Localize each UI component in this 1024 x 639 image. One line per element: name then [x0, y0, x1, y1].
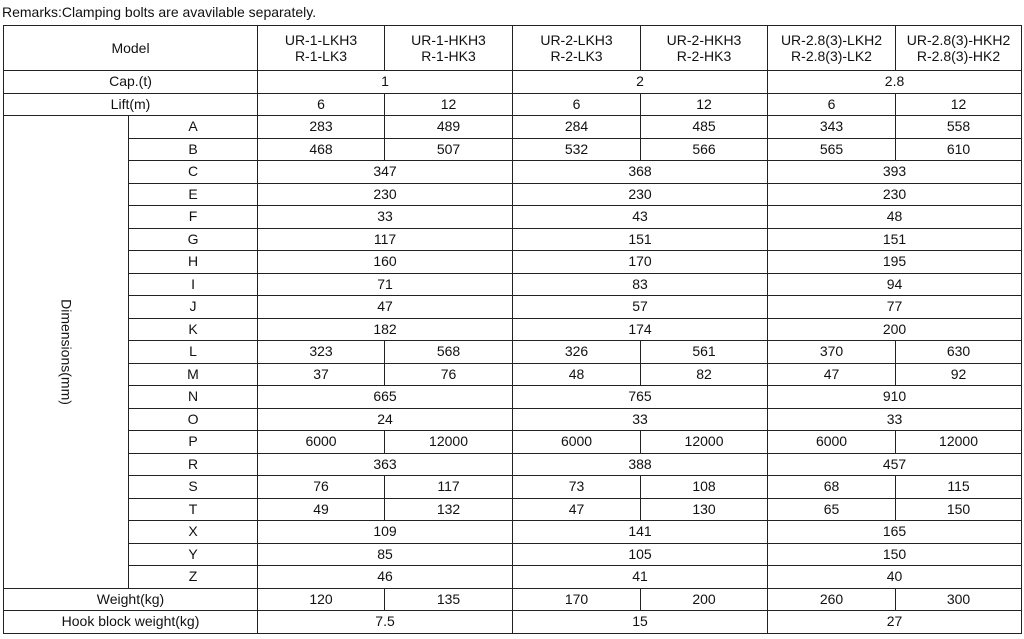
dimension-value: 47	[258, 296, 513, 319]
dimensions-label-text: Dimensions(mm)	[58, 298, 75, 405]
dimension-value: 71	[258, 273, 513, 296]
dimension-value: 94	[768, 273, 1022, 296]
dimension-value: 489	[385, 116, 513, 139]
dimension-value: 47	[513, 498, 641, 521]
dimension-key: M	[129, 363, 258, 386]
dimension-value: 230	[768, 183, 1022, 206]
lift-value: 6	[513, 93, 641, 116]
dimension-value: 284	[513, 116, 641, 139]
dimension-row-z	[4, 566, 1022, 589]
dimension-value: 566	[641, 138, 768, 161]
dimension-value: 73	[513, 476, 641, 499]
dimension-value: 85	[258, 543, 513, 566]
model-row	[4, 26, 1022, 71]
lift-label: Lift(m)	[4, 93, 258, 116]
capacity-value: 2.8	[768, 71, 1022, 94]
dimension-value: 368	[513, 161, 768, 184]
dimension-value: 558	[896, 116, 1022, 139]
dimension-value: 65	[768, 498, 896, 521]
dimension-key: Y	[129, 543, 258, 566]
dimension-value: 160	[258, 251, 513, 274]
dimension-value: 150	[768, 543, 1022, 566]
dimension-value: 485	[641, 116, 768, 139]
dimension-value: 561	[641, 341, 768, 364]
dimension-value: 68	[768, 476, 896, 499]
dimension-value: 363	[258, 453, 513, 476]
weight-value: 120	[258, 588, 385, 611]
lift-value: 6	[258, 93, 385, 116]
dimension-value: 468	[258, 138, 385, 161]
dimension-value: 41	[513, 566, 768, 589]
dimension-value: 83	[513, 273, 768, 296]
model-name: UR-2.8(3)-HKH2 R-2.8(3)-HK2	[896, 26, 1022, 71]
dimension-value: 565	[768, 138, 896, 161]
dimension-value: 37	[258, 363, 385, 386]
dimension-value: 370	[768, 341, 896, 364]
dimension-row-x	[4, 521, 1022, 544]
dimension-value: 507	[385, 138, 513, 161]
dimension-value: 47	[768, 363, 896, 386]
dimension-row-i	[4, 273, 1022, 296]
dimension-value: 630	[896, 341, 1022, 364]
weight-value: 200	[641, 588, 768, 611]
dimension-value: 57	[513, 296, 768, 319]
dimension-value: 150	[896, 498, 1022, 521]
dimension-value: 109	[258, 521, 513, 544]
hook-weight-row	[4, 611, 1022, 634]
dimension-row-t	[4, 498, 1022, 521]
capacity-label: Cap.(t)	[4, 71, 258, 94]
dimension-value: 457	[768, 453, 1022, 476]
dimension-key: H	[129, 251, 258, 274]
dimension-value: 910	[768, 386, 1022, 409]
weight-row	[4, 588, 1022, 611]
dimension-key: N	[129, 386, 258, 409]
capacity-value: 1	[258, 71, 513, 94]
dimension-value: 393	[768, 161, 1022, 184]
dimension-key: G	[129, 228, 258, 251]
model-name: UR-2.8(3)-LKH2 R-2.8(3)-LK2	[768, 26, 896, 71]
dimension-value: 568	[385, 341, 513, 364]
dimension-row-y	[4, 543, 1022, 566]
lift-value: 12	[896, 93, 1022, 116]
dimension-key: K	[129, 318, 258, 341]
dimension-key: O	[129, 408, 258, 431]
dimension-row-a	[4, 116, 1022, 139]
dimension-value: 170	[513, 251, 768, 274]
remarks-text: Remarks:Clamping bolts are avavilable separately.	[2, 4, 317, 20]
dimension-value: 40	[768, 566, 1022, 589]
dimension-value: 12000	[641, 431, 768, 454]
dimension-value: 33	[768, 408, 1022, 431]
dimension-value: 151	[768, 228, 1022, 251]
dimension-row-m	[4, 363, 1022, 386]
dimension-value: 283	[258, 116, 385, 139]
weight-value: 300	[896, 588, 1022, 611]
dimension-value: 92	[896, 363, 1022, 386]
model-name: UR-1-HKH3 R-1-HK3	[385, 26, 513, 71]
dimension-row-p	[4, 431, 1022, 454]
dimension-value: 76	[385, 363, 513, 386]
dimension-value: 132	[385, 498, 513, 521]
dimension-value: 105	[513, 543, 768, 566]
dimension-key: A	[129, 116, 258, 139]
dimension-row-e	[4, 183, 1022, 206]
dimension-value: 195	[768, 251, 1022, 274]
model-label: Model	[4, 26, 258, 71]
model-name: UR-1-LKH3 R-1-LK3	[258, 26, 385, 71]
lift-value: 12	[641, 93, 768, 116]
dimension-key: L	[129, 341, 258, 364]
dimension-value: 48	[768, 206, 1022, 229]
dimension-value: 230	[258, 183, 513, 206]
dimension-value: 610	[896, 138, 1022, 161]
dimension-key: C	[129, 161, 258, 184]
weight-label: Weight(kg)	[4, 588, 258, 611]
hook-weight-value: 15	[513, 611, 768, 634]
dimension-value: 230	[513, 183, 768, 206]
dimension-value: 82	[641, 363, 768, 386]
dimension-value: 76	[258, 476, 385, 499]
dimension-value: 165	[768, 521, 1022, 544]
dimension-key: P	[129, 431, 258, 454]
dimension-value: 49	[258, 498, 385, 521]
dimension-value: 6000	[513, 431, 641, 454]
dimension-key: E	[129, 183, 258, 206]
hook-weight-value: 27	[768, 611, 1022, 634]
dimension-value: 174	[513, 318, 768, 341]
dimension-row-r	[4, 453, 1022, 476]
dimension-key: T	[129, 498, 258, 521]
dimension-value: 532	[513, 138, 641, 161]
lift-value: 6	[768, 93, 896, 116]
dimension-value: 108	[641, 476, 768, 499]
dimension-key: X	[129, 521, 258, 544]
dimension-value: 117	[385, 476, 513, 499]
dimension-value: 130	[641, 498, 768, 521]
specification-table	[3, 25, 1022, 634]
weight-value: 135	[385, 588, 513, 611]
dimension-row-o	[4, 408, 1022, 431]
dimension-value: 117	[258, 228, 513, 251]
dimension-value: 326	[513, 341, 641, 364]
dimension-value: 33	[258, 206, 513, 229]
dimension-value: 323	[258, 341, 385, 364]
dimension-row-h	[4, 251, 1022, 274]
specification-table-body	[4, 26, 1022, 634]
capacity-value: 2	[513, 71, 768, 94]
dimension-value: 24	[258, 408, 513, 431]
dimension-row-j	[4, 296, 1022, 319]
dimension-row-g	[4, 228, 1022, 251]
dimension-key: R	[129, 453, 258, 476]
dimension-row-f	[4, 206, 1022, 229]
capacity-row	[4, 71, 1022, 94]
weight-value: 260	[768, 588, 896, 611]
dimension-key: J	[129, 296, 258, 319]
dimension-row-n	[4, 386, 1022, 409]
dimension-value: 33	[513, 408, 768, 431]
model-name: UR-2-LKH3 R-2-LK3	[513, 26, 641, 71]
dimensions-label	[4, 116, 129, 589]
dimension-value: 200	[768, 318, 1022, 341]
dimension-key: Z	[129, 566, 258, 589]
model-name: UR-2-HKH3 R-2-HK3	[641, 26, 768, 71]
lift-row	[4, 93, 1022, 116]
dimension-value: 48	[513, 363, 641, 386]
dimension-row-s	[4, 476, 1022, 499]
dimension-value: 665	[258, 386, 513, 409]
dimension-value: 388	[513, 453, 768, 476]
dimension-key: S	[129, 476, 258, 499]
dimension-value: 151	[513, 228, 768, 251]
weight-value: 170	[513, 588, 641, 611]
dimension-value: 343	[768, 116, 896, 139]
dimension-value: 43	[513, 206, 768, 229]
dimension-value: 6000	[768, 431, 896, 454]
dimension-value: 347	[258, 161, 513, 184]
dimension-value: 46	[258, 566, 513, 589]
dimension-key: B	[129, 138, 258, 161]
dimension-value: 77	[768, 296, 1022, 319]
dimension-row-c	[4, 161, 1022, 184]
dimension-value: 765	[513, 386, 768, 409]
dimension-value: 6000	[258, 431, 385, 454]
dimension-value: 115	[896, 476, 1022, 499]
hook-weight-label: Hook block weight(kg)	[4, 611, 258, 634]
dimension-value: 141	[513, 521, 768, 544]
dimension-value: 12000	[385, 431, 513, 454]
dimension-value: 12000	[896, 431, 1022, 454]
dimension-row-l	[4, 341, 1022, 364]
lift-value: 12	[385, 93, 513, 116]
dimension-value: 182	[258, 318, 513, 341]
dimension-row-b	[4, 138, 1022, 161]
dimension-key: F	[129, 206, 258, 229]
dimension-row-k	[4, 318, 1022, 341]
hook-weight-value: 7.5	[258, 611, 513, 634]
dimension-key: I	[129, 273, 258, 296]
